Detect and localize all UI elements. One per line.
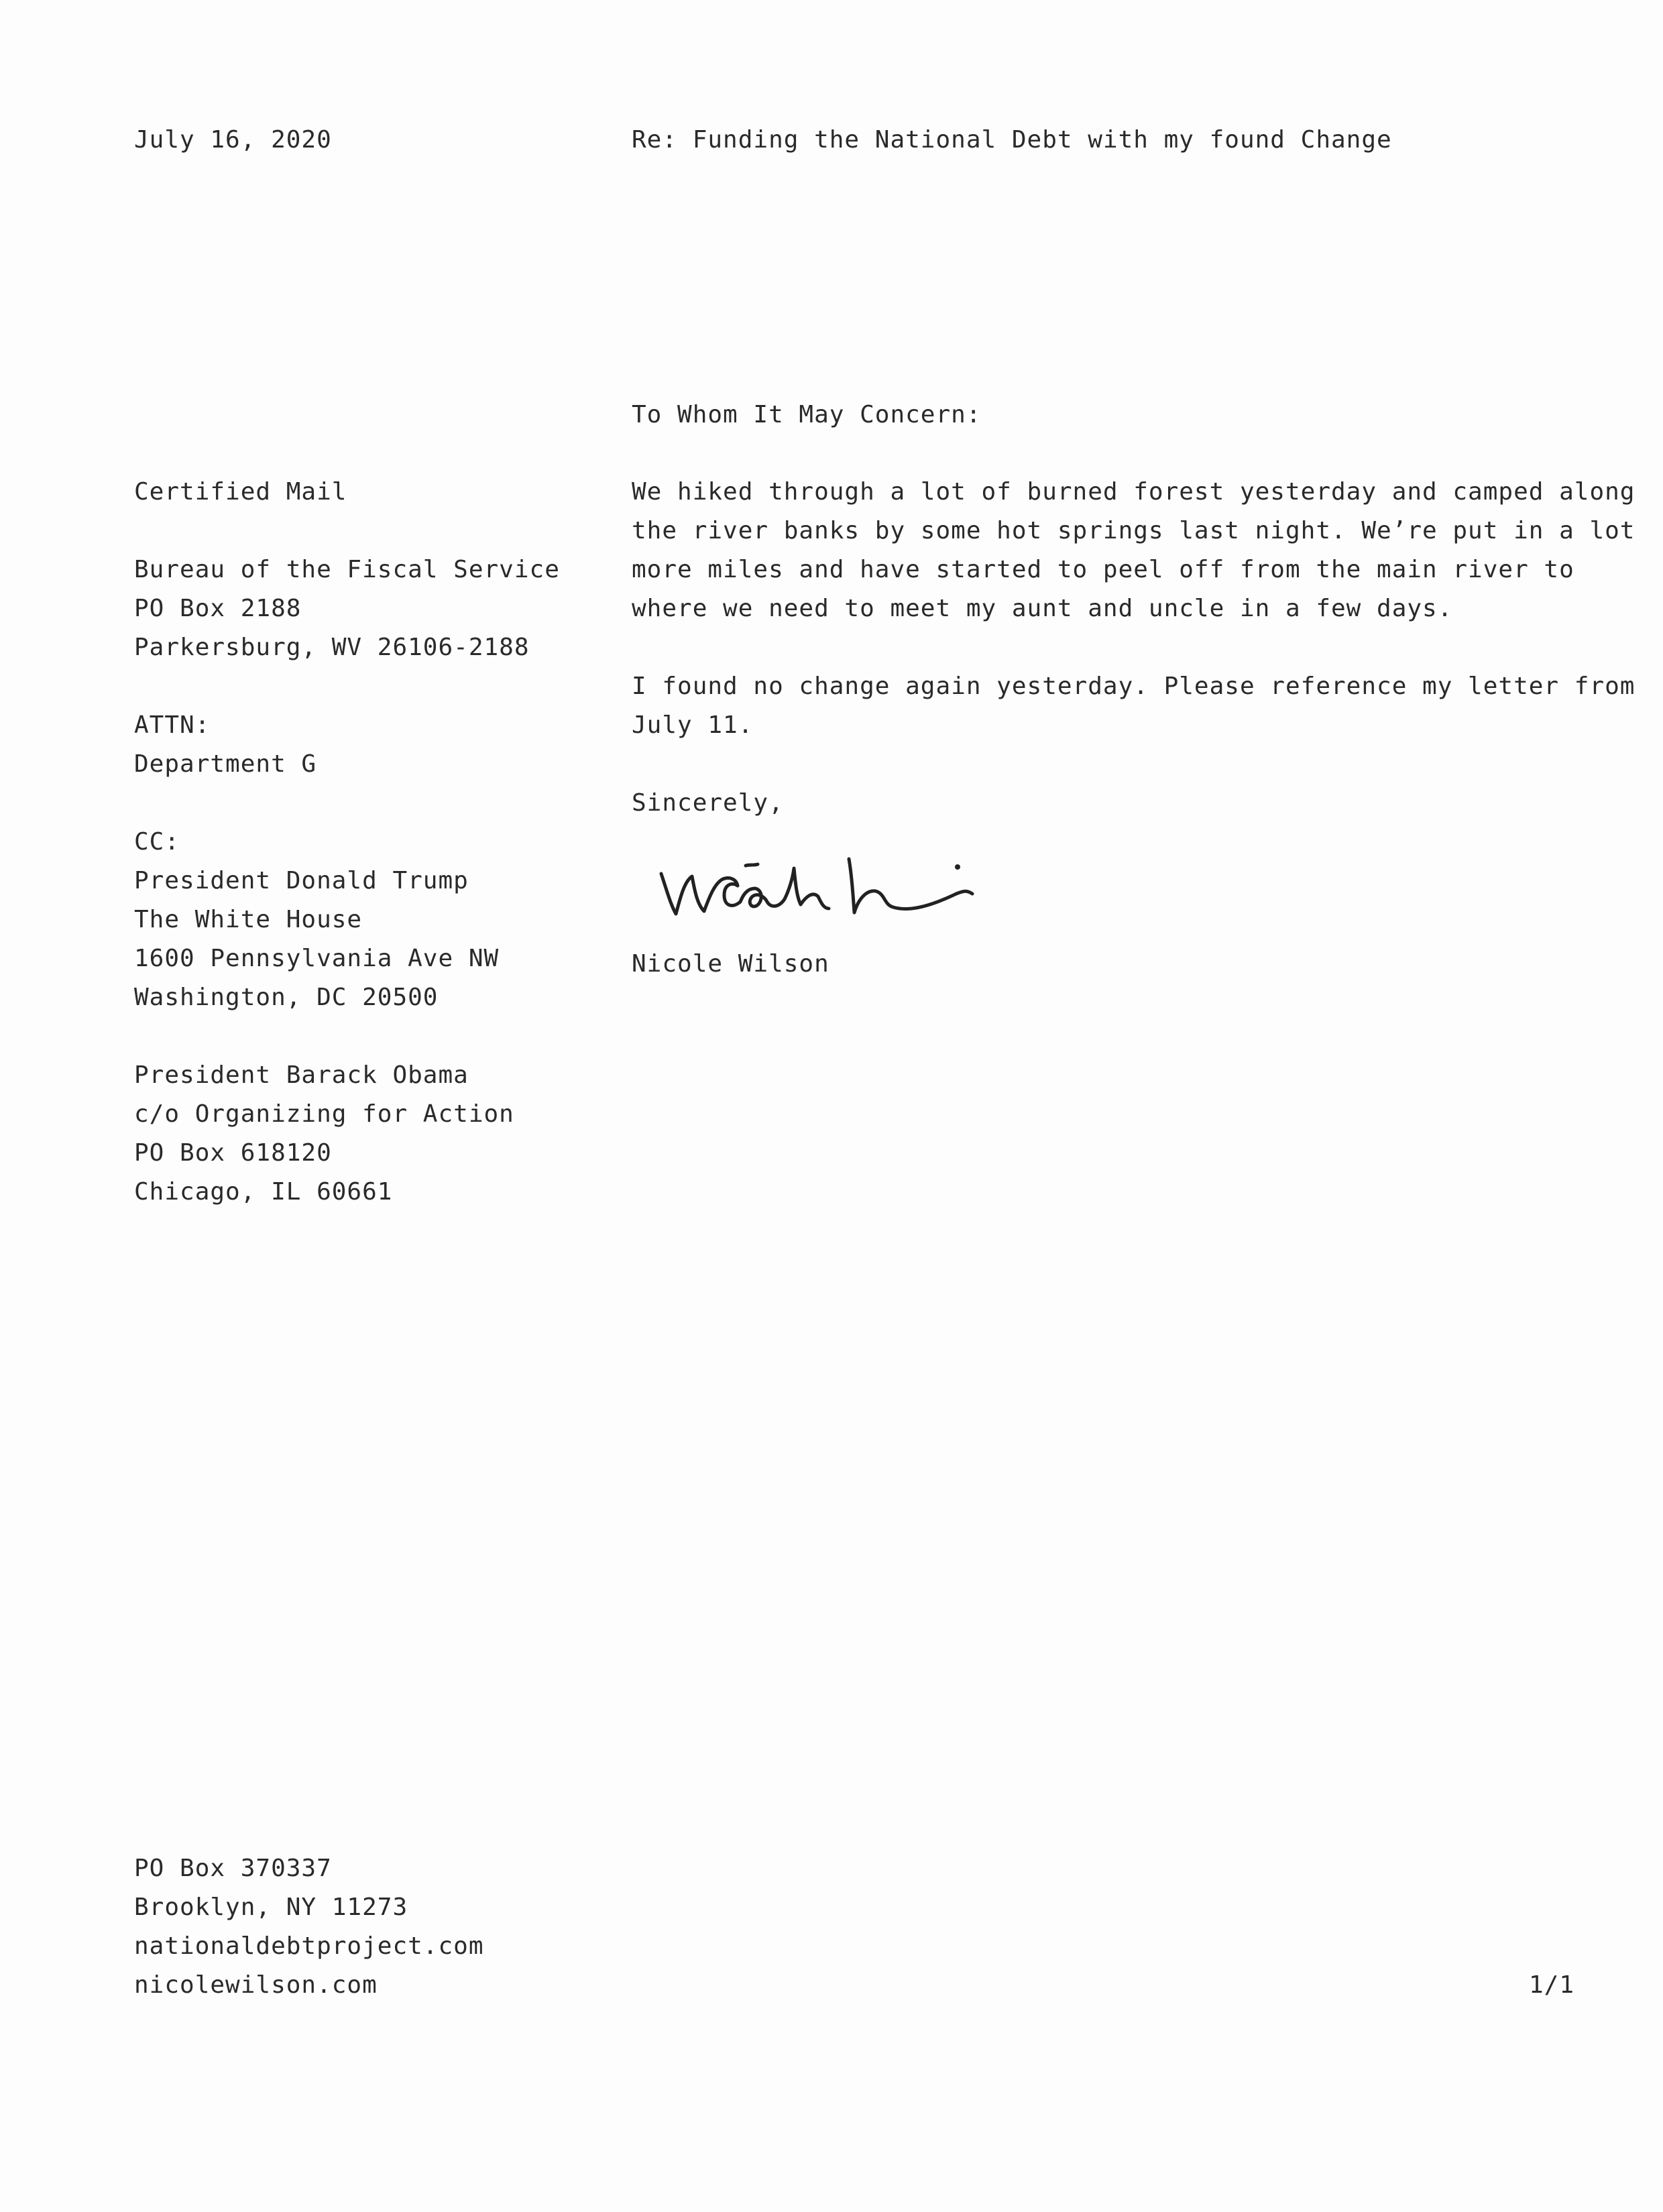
letter-body <box>632 473 1636 823</box>
page-number: 1/1 <box>1529 1971 1575 1999</box>
cc-address-line: President Barack Obama <box>134 1061 469 1089</box>
handwritten-signature <box>657 835 979 929</box>
cc-label: CC: <box>134 828 180 856</box>
cc-address-line: The White House <box>134 906 363 933</box>
salutation: To Whom It May Concern: <box>632 401 982 428</box>
cc-address-line: Chicago, IL 60661 <box>134 1178 393 1206</box>
letter-subject: Re: Funding the National Debt with my found Change <box>632 126 1392 154</box>
body-line: more miles and have started to peel off from the main river to <box>632 556 1574 583</box>
body-line: We hiked through a lot of burned forest yesterday and camped along <box>632 478 1636 506</box>
attn-value: Department G <box>134 750 317 778</box>
letter-date: July 16, 2020 <box>134 126 332 154</box>
delivery-method: Certified Mail <box>134 478 347 506</box>
footer-line: PO Box 370337 <box>134 1855 332 1882</box>
cc-address-line: President Donald Trump <box>134 867 469 894</box>
footer-website: nicolewilson.com <box>134 1971 378 1999</box>
signer-name: Nicole Wilson <box>632 950 829 978</box>
cc-address-line: c/o Organizing for Action <box>134 1100 514 1128</box>
sender-footer <box>134 1849 484 2005</box>
body-line: July 11. <box>632 711 754 739</box>
recipient-block <box>134 473 563 1212</box>
cc-address-line: 1600 Pennsylvania Ave NW <box>134 945 500 972</box>
recipient-address-line: Bureau of the Fiscal Service <box>134 556 560 583</box>
body-line: the river banks by some hot springs last night. We’re put in a lot <box>632 517 1636 544</box>
body-paragraph <box>632 473 1636 628</box>
footer-website: nationaldebtproject.com <box>134 1932 484 1960</box>
footer-line: Brooklyn, NY 11273 <box>134 1894 408 1921</box>
cc-address-line: PO Box 618120 <box>134 1139 332 1167</box>
body-line: where we need to meet my aunt and uncle in a few days. <box>632 595 1453 622</box>
recipient-address-line: Parkersburg, WV 26106-2188 <box>134 634 530 661</box>
closing: Sincerely, <box>632 789 784 817</box>
body-line: I found no change again yesterday. Please reference my letter from <box>632 673 1636 700</box>
body-paragraph <box>632 667 1636 745</box>
cc-address-line: Washington, DC 20500 <box>134 984 439 1011</box>
recipient-address-line: PO Box 2188 <box>134 595 302 622</box>
attn-label: ATTN: <box>134 711 211 739</box>
